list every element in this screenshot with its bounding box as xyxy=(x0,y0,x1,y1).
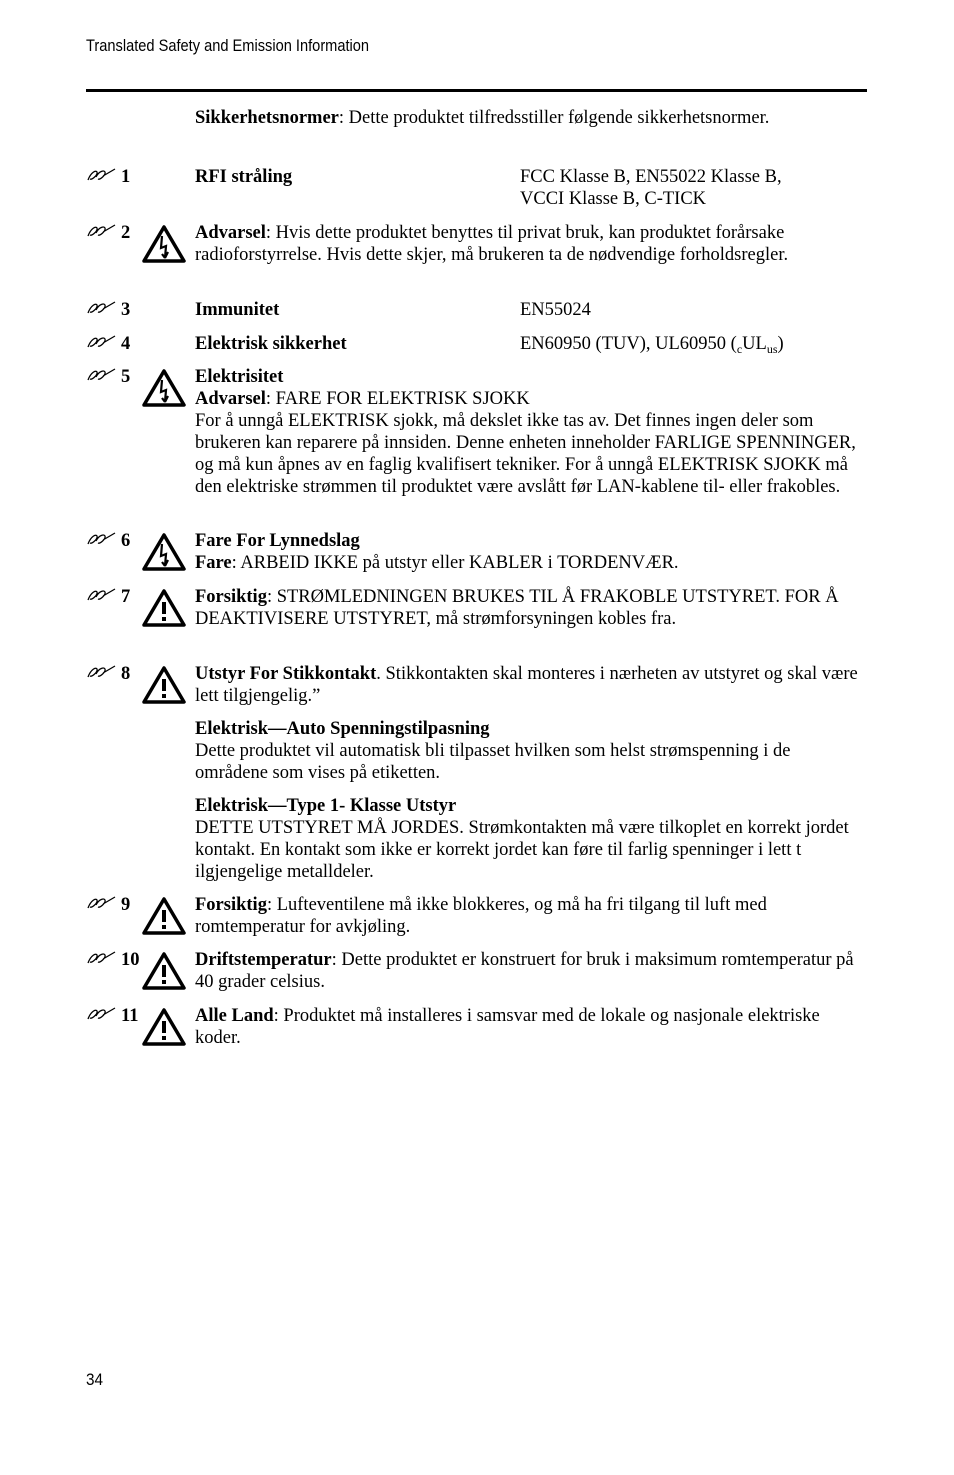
intro-text: : Dette produktet tilfredsstiller følgende sikkerhetsnormer. xyxy=(338,108,770,128)
item-number: 2 xyxy=(121,223,131,243)
item-label: Immunitet xyxy=(195,300,280,320)
hand-check-icon xyxy=(87,665,117,679)
page-number: 34 xyxy=(86,1370,104,1389)
item-body: : Lufteventilene må ikke blokkeres, og må ha fri tilgang til luft med romtemperatur for avkjøling. xyxy=(195,895,767,937)
electric-hazard-icon xyxy=(142,369,186,407)
item-body: : STRØMLEDNINGEN BRUKES TIL Å FRAKOBLE UTSTYRET. FOR Å DEAKTIVISERE UTSTYRET, må strømforsyningen kobles fra. xyxy=(195,587,839,629)
electric-hazard-icon xyxy=(142,225,186,263)
item-bold: Driftstemperatur xyxy=(195,950,332,970)
item-text xyxy=(195,366,867,498)
warning-icon xyxy=(142,952,186,990)
item-number: 6 xyxy=(121,531,131,551)
intro-heading: Sikkerhetsnormer xyxy=(195,108,339,128)
warning-icon xyxy=(142,897,186,935)
hand-check-icon xyxy=(87,532,117,546)
item-number: 10 xyxy=(121,950,140,970)
header-rule xyxy=(86,89,867,92)
item-number: 3 xyxy=(121,300,131,320)
item-body: . Stikkontakten skal monteres i nærheten av utstyret og skal være lett tilgjengelig.” xyxy=(195,664,858,706)
hand-check-icon xyxy=(87,168,117,182)
value-line: VCCI Klasse B, C-TICK xyxy=(520,189,707,209)
hand-check-icon xyxy=(87,896,117,910)
item-value xyxy=(520,166,860,210)
item-text xyxy=(195,795,867,883)
hand-check-icon xyxy=(87,301,117,315)
hand-check-icon xyxy=(87,588,117,602)
item-text xyxy=(195,949,867,993)
item-warning: : FARE FOR ELEKTRISK SJOKK xyxy=(265,389,530,409)
hand-check-icon xyxy=(87,368,117,382)
warning-icon xyxy=(142,666,186,704)
item-heading: Fare For Lynnedslag xyxy=(195,531,360,551)
item-text xyxy=(195,1005,867,1049)
item-number: 5 xyxy=(121,367,131,387)
item-value: EN55024 xyxy=(520,300,591,320)
item-number: 11 xyxy=(121,1006,139,1026)
hand-check-icon xyxy=(87,335,117,349)
value-line: FCC Klasse B, EN55022 Klasse B, xyxy=(520,167,782,187)
item-bold: Fare xyxy=(195,553,232,573)
item-body: For å unngå ELEKTRISK sjokk, må dekslet ikke tas av. Det finnes ingen deler som brukeren kan reparere på innsiden. Denne enheten inneholder FARLIGE SPENNINGER, og må kun åpnes av en faglig kvalifisert tekniker. For å unngå ELEKTRISK SJOKK må den elektriske strømmen til produktet være avslått før LAN-kablene til- eller frakobles. xyxy=(195,411,856,497)
item-label: Elektrisk sikkerhet xyxy=(195,334,347,354)
value-ul: UL xyxy=(742,334,767,354)
item-heading: Elektrisk—Auto Spenningstilpasning xyxy=(195,719,490,739)
item-number: 8 xyxy=(121,664,131,684)
item-body: : ARBEID IKKE på utstyr eller KABLER i TORDENVÆR. xyxy=(231,553,679,573)
item-bold: Utstyr For Stikkontakt xyxy=(195,664,377,684)
item-body: DETTE UTSTYRET MÅ JORDES. Strømkontakten må være tilkoplet en korrekt jordet kontakt. En kontakt som ikke er korrekt jordet kan føre til farlig spenninger i lett t ilgjengelige metalldeler. xyxy=(195,818,849,882)
item-body: : Dette produktet er konstruert for bruk i maksimum romtemperatur på 40 grader celsius. xyxy=(195,950,854,992)
value-sub: us xyxy=(766,342,778,356)
item-heading: Elektrisk—Type 1- Klasse Utstyr xyxy=(195,796,457,816)
item-label: RFI stråling xyxy=(195,167,293,187)
item-number: 9 xyxy=(121,895,131,915)
item-bold: Alle Land xyxy=(195,1006,274,1026)
item-number: 1 xyxy=(121,167,131,187)
item-bold: Advarsel xyxy=(195,223,266,243)
item-heading: Elektrisitet xyxy=(195,367,284,387)
item-body: Dette produktet vil automatisk bli tilpasset hvilken som helst strømspenning i de områdene som vises på etiketten. xyxy=(195,741,791,783)
item-bold: Forsiktig xyxy=(195,895,267,915)
value-end: ) xyxy=(777,334,784,354)
lightning-hazard-icon xyxy=(142,533,186,571)
item-text xyxy=(195,718,867,784)
item-number: 7 xyxy=(121,587,131,607)
item-body: : Produktet må installeres i samsvar med de lokale og nasjonale elektriske koder. xyxy=(195,1006,820,1048)
item-text xyxy=(195,894,867,938)
hand-check-icon xyxy=(87,1007,117,1021)
item-bold: Advarsel xyxy=(195,389,266,409)
item-value xyxy=(520,333,860,356)
item-text xyxy=(195,222,867,266)
hand-check-icon xyxy=(87,951,117,965)
warning-icon xyxy=(142,589,186,627)
warning-icon xyxy=(142,1008,186,1046)
item-text xyxy=(195,586,867,630)
item-number: 4 xyxy=(121,334,131,354)
hand-check-icon xyxy=(87,224,117,238)
page-header: Translated Safety and Emission Information xyxy=(86,36,370,55)
value-main: EN60950 (TUV), UL60950 ( xyxy=(520,334,737,354)
value-sub: c xyxy=(736,342,743,356)
intro-paragraph xyxy=(195,106,855,130)
item-bold: Forsiktig xyxy=(195,587,267,607)
item-text xyxy=(195,663,867,707)
item-body: : Hvis dette produktet benyttes til privat bruk, kan produktet forårsake radioforstyrrelse. Hvis dette skjer, må brukeren ta de nødvendige forholdsregler. xyxy=(195,223,789,265)
item-text xyxy=(195,530,867,574)
